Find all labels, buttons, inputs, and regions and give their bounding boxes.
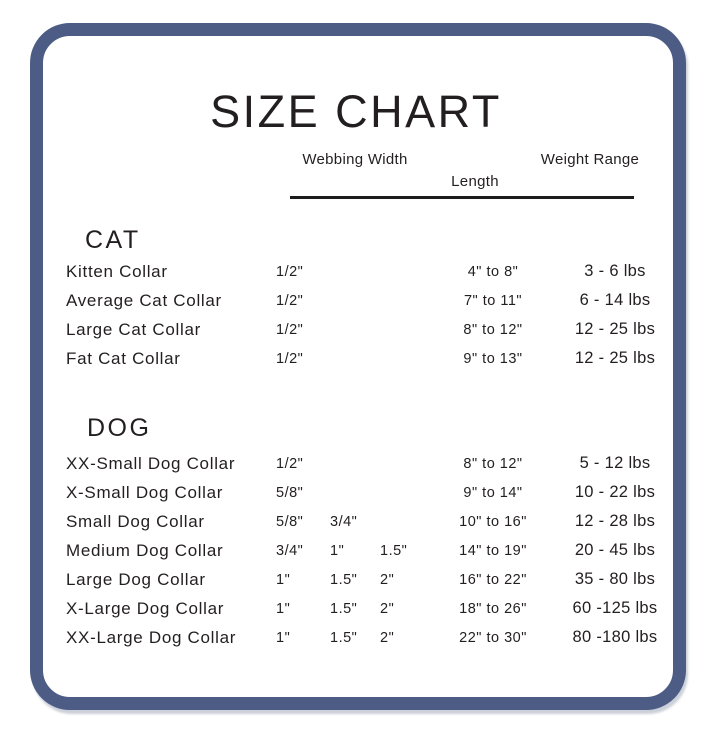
webbing-width-1: 1" bbox=[276, 600, 291, 617]
column-header-weight-range: Weight Range bbox=[540, 151, 640, 168]
column-header-length: Length bbox=[451, 173, 499, 190]
section-title-cat: CAT bbox=[85, 226, 141, 254]
weight-range-value: 20 - 45 lbs bbox=[574, 541, 656, 559]
row-label: X-Small Dog Collar bbox=[66, 482, 224, 502]
table-row bbox=[66, 315, 684, 344]
weight-range-value: 5 - 12 lbs bbox=[579, 454, 651, 472]
webbing-width-1: 5/8" bbox=[276, 484, 304, 501]
webbing-width-1: 1" bbox=[276, 629, 291, 646]
table-row bbox=[66, 536, 684, 565]
row-label: Large Dog Collar bbox=[66, 569, 206, 589]
table-row bbox=[66, 286, 684, 315]
page-title: SIZE CHART bbox=[210, 86, 502, 138]
row-label: Medium Dog Collar bbox=[66, 540, 224, 560]
table-row bbox=[66, 623, 684, 652]
webbing-width-1: 5/8" bbox=[276, 513, 304, 530]
dog-table-rows bbox=[66, 449, 684, 652]
weight-range-value: 60 -125 lbs bbox=[572, 599, 658, 617]
column-header-webbing-width: Webbing Width bbox=[302, 151, 408, 168]
row-label: Kitten Collar bbox=[66, 261, 168, 281]
table-row bbox=[66, 565, 684, 594]
length-value: 9" to 14" bbox=[463, 484, 523, 501]
table-row bbox=[66, 594, 684, 623]
webbing-width-1: 3/4" bbox=[276, 542, 304, 559]
length-value: 18" to 26" bbox=[459, 600, 527, 617]
table-row bbox=[66, 449, 684, 478]
webbing-width-2: 1.5" bbox=[330, 629, 358, 646]
table-row bbox=[66, 257, 684, 286]
webbing-width-1: 1/2" bbox=[276, 263, 304, 280]
webbing-width-2: 1.5" bbox=[330, 571, 358, 588]
weight-range-value: 12 - 25 lbs bbox=[574, 320, 656, 338]
length-value: 8" to 12" bbox=[463, 455, 523, 472]
length-value: 7" to 11" bbox=[463, 292, 523, 309]
weight-range-value: 10 - 22 lbs bbox=[574, 483, 656, 501]
length-value: 9" to 13" bbox=[463, 350, 523, 367]
webbing-width-3: 2" bbox=[380, 571, 395, 588]
length-value: 8" to 12" bbox=[463, 321, 523, 338]
webbing-width-2: 1.5" bbox=[330, 600, 358, 617]
webbing-width-2: 1" bbox=[330, 542, 345, 559]
table-row bbox=[66, 507, 684, 536]
webbing-width-3: 2" bbox=[380, 600, 395, 617]
weight-range-value: 12 - 28 lbs bbox=[574, 512, 656, 530]
length-value: 10" to 16" bbox=[459, 513, 527, 530]
section-title-dog: DOG bbox=[87, 414, 152, 442]
webbing-width-1: 1/2" bbox=[276, 455, 304, 472]
cat-table-rows bbox=[66, 257, 684, 373]
webbing-width-1: 1/2" bbox=[276, 292, 304, 309]
length-value: 14" to 19" bbox=[459, 542, 527, 559]
webbing-width-1: 1/2" bbox=[276, 321, 304, 338]
length-value: 22" to 30" bbox=[459, 629, 527, 646]
webbing-width-3: 2" bbox=[380, 629, 395, 646]
row-label: Large Cat Collar bbox=[66, 319, 201, 339]
webbing-width-1: 1/2" bbox=[276, 350, 304, 367]
weight-range-value: 3 - 6 lbs bbox=[584, 262, 646, 280]
weight-range-value: 35 - 80 lbs bbox=[574, 570, 656, 588]
row-label: X-Large Dog Collar bbox=[66, 598, 225, 618]
row-label: Average Cat Collar bbox=[66, 290, 222, 310]
length-value: 16" to 22" bbox=[459, 571, 527, 588]
weight-range-value: 12 - 25 lbs bbox=[574, 349, 656, 367]
header-underline bbox=[290, 196, 634, 199]
table-row bbox=[66, 478, 684, 507]
row-label: XX-Small Dog Collar bbox=[66, 453, 236, 473]
weight-range-value: 80 -180 lbs bbox=[572, 628, 658, 646]
weight-range-value: 6 - 14 lbs bbox=[579, 291, 651, 309]
row-label: XX-Large Dog Collar bbox=[66, 627, 237, 647]
row-label: Fat Cat Collar bbox=[66, 348, 181, 368]
webbing-width-2: 3/4" bbox=[330, 513, 358, 530]
webbing-width-1: 1" bbox=[276, 571, 291, 588]
row-label: Small Dog Collar bbox=[66, 511, 205, 531]
length-value: 4" to 8" bbox=[467, 263, 519, 280]
table-row bbox=[66, 344, 684, 373]
webbing-width-3: 1.5" bbox=[380, 542, 408, 559]
